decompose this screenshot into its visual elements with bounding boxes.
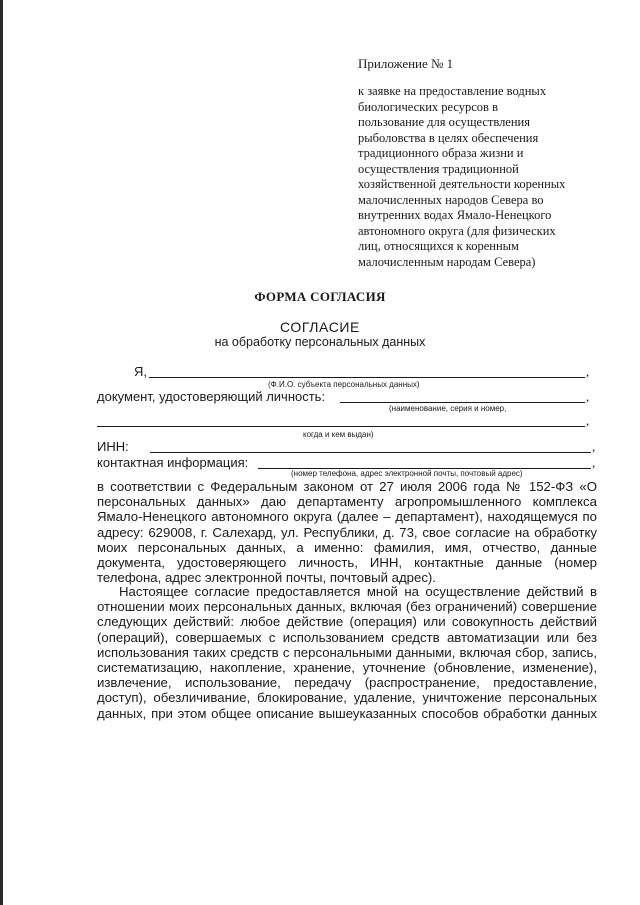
text-line: (операций), совершаемых с использованием средств автоматизации или без bbox=[97, 629, 597, 645]
fio-field[interactable] bbox=[149, 377, 585, 378]
text-line: извлечение, использование, передачу (распространение, предоставление, bbox=[97, 675, 597, 691]
text-line: телефона, адрес электронной почты, почтовый адрес). bbox=[97, 570, 436, 586]
annex-line: осуществления традиционной bbox=[358, 161, 519, 176]
scan-edge bbox=[0, 0, 3, 905]
i-label: Я, bbox=[134, 364, 147, 379]
consent-title: СОГЛАСИЕ bbox=[279, 319, 361, 335]
doc2-comma: , bbox=[586, 413, 590, 428]
annex-description bbox=[358, 84, 583, 270]
annex-line: рыболовства в целях обеспечения bbox=[358, 130, 539, 145]
text-line: адресу: 629008, г. Салехард, ул. Республики, д. 73, свое согласие на обработку bbox=[97, 524, 597, 540]
annex-line: биологических ресурсов в bbox=[358, 99, 498, 114]
text-line: в соответствии с Федеральным законом от 27 июля 2006 года № 152-ФЗ «О bbox=[97, 479, 597, 494]
inn-label: ИНН: bbox=[97, 439, 129, 454]
text-line: отношении моих персональных данных, включая (без ограничений) совершение bbox=[97, 599, 597, 615]
annex-line: внутренних водах Ямало-Ненецкого bbox=[358, 208, 552, 222]
text-line: систематизацию, накопление, хранение, уточнение (обновление, изменение), bbox=[97, 660, 597, 676]
doc-field[interactable] bbox=[340, 402, 585, 403]
text-line: использования таких средств с персональными данными, включая сбор, запись, bbox=[97, 644, 597, 660]
fio-comma: , bbox=[586, 364, 590, 379]
text-line: доступ), обезличивание, блокирование, удаление, уничтожение персональных bbox=[97, 690, 597, 706]
consent-paragraph-1 bbox=[97, 479, 597, 585]
consent-paragraph-2 bbox=[97, 584, 597, 721]
contact-comma: , bbox=[592, 455, 596, 470]
text-line: следующих действий: любое действие (операция) или совокупность действий bbox=[97, 614, 597, 630]
annex-line: лиц, относящихся к коренным bbox=[358, 239, 519, 253]
text-line: документа, удостоверяющего личность, ИНН, контактные данные (номер bbox=[97, 555, 597, 571]
text-line: моих персональных данных, а именно: фамилия, имя, отчество, данные bbox=[97, 539, 597, 555]
text-line: Ямало-Ненецкого автономного округа (далее – департамент), находящемуся по bbox=[97, 509, 597, 525]
annex-title: Приложение № 1 bbox=[358, 56, 454, 71]
text-line: персональных данных» даю департаменту агропромышленного комплекса bbox=[97, 494, 597, 510]
fio-hint: (Ф.И.О. субъекта персональных данных) bbox=[268, 380, 420, 389]
doc-hint: (наименование, серия и номер, bbox=[389, 404, 507, 413]
annex-line: малочисленным народам Севера) bbox=[358, 254, 536, 269]
annex-line: к заявке на предоставление водных bbox=[358, 84, 547, 98]
annex-line: хозяйственной деятельности коренных bbox=[358, 177, 566, 191]
doc-comma: , bbox=[586, 389, 590, 404]
annex-line: традиционного образа жизни и bbox=[358, 146, 524, 160]
consent-subtitle: на обработку персональных данных bbox=[214, 335, 426, 349]
doc-label: документ, удостоверяющий личность: bbox=[97, 389, 326, 404]
annex-line: малочисленных народов Севера во bbox=[358, 192, 544, 207]
contact-label: контактная информация: bbox=[97, 455, 249, 470]
doc-field-2[interactable] bbox=[97, 426, 585, 427]
annex-line: пользование для осуществления bbox=[358, 115, 530, 129]
annex-line: автономного округа (для физических bbox=[358, 223, 556, 238]
text-line: Настоящее согласие предоставляется мной на осуществление действий в bbox=[119, 584, 597, 599]
inn-field[interactable] bbox=[150, 452, 591, 453]
form-title: ФОРМА СОГЛАСИЯ bbox=[254, 289, 386, 304]
doc-hint-2: когда и кем выдан) bbox=[303, 430, 374, 439]
inn-comma: , bbox=[592, 439, 596, 454]
contact-hint: (номер телефона, адрес электронной почты, почтовый адрес) bbox=[291, 469, 523, 478]
text-line: данных, при этом общее описание вышеуказанных способов обработки данных bbox=[97, 705, 597, 721]
